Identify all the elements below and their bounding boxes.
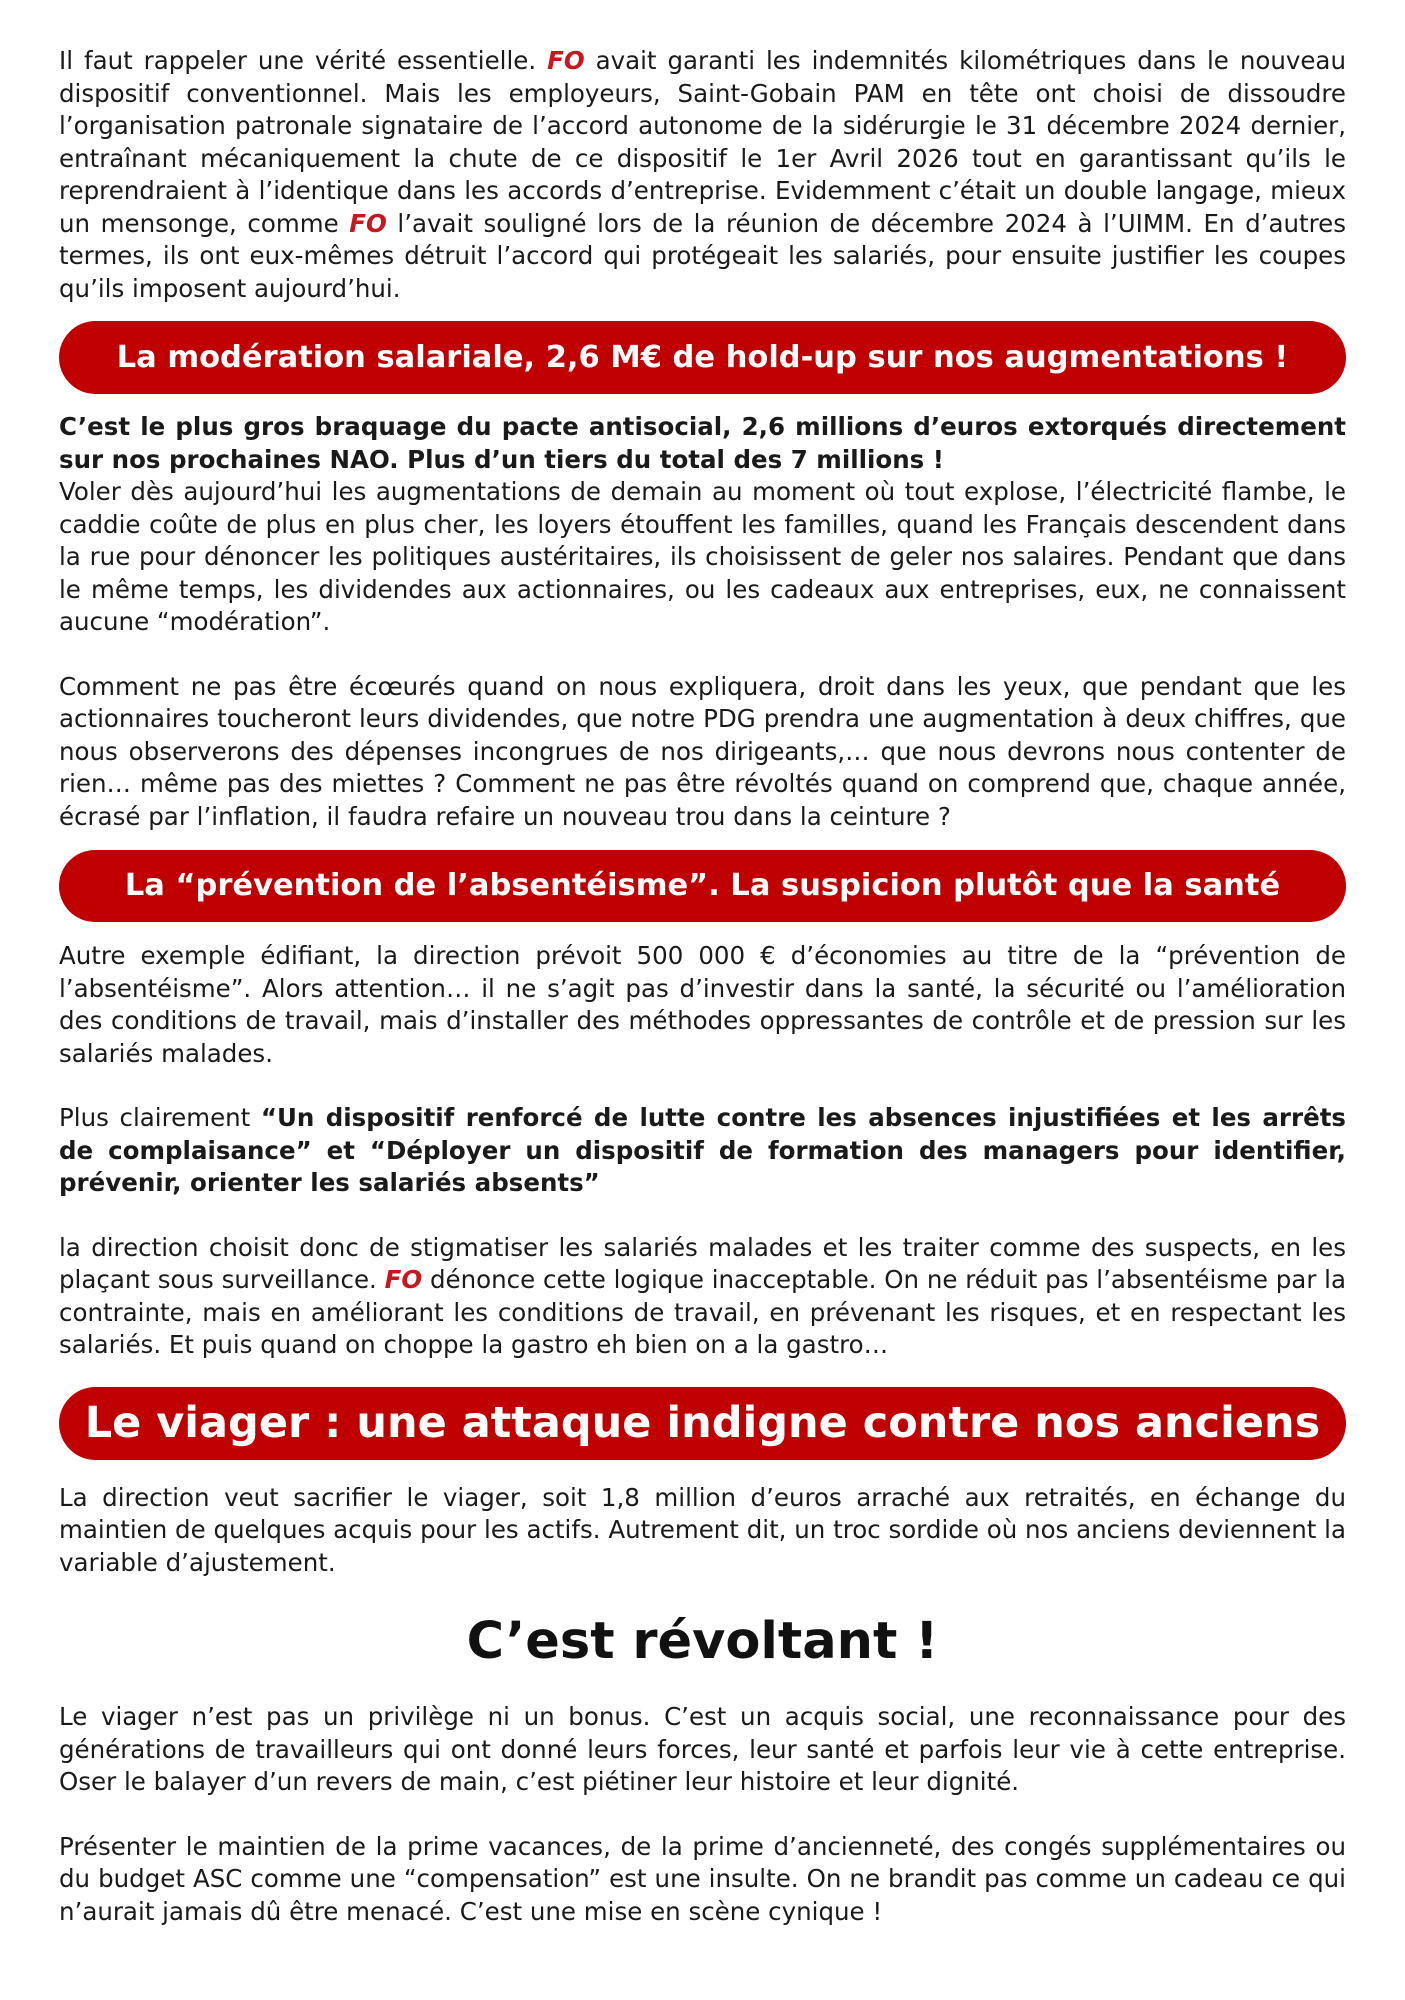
section1-paragraph-2: Comment ne pas être écœurés quand on nous expliquera, droit dans les yeux, que pendant que les actionnaires toucheront leurs dividendes, que notre PDG prendra une augmentation à deux chiffres, que nous observerons des dépenses incongrues de nos dirigeants,… que nous devrons nous contenter de rien… même pas des miettes ? Comment ne pas être révoltés quand on comprend que, chaque année, écrasé par l’inflation, il faudra refaire un nouveau trou dans la ceinture ? (59, 671, 1346, 831)
section2-text-1: la direction choisit donc de stigmatiser les salariés malades et les traiter comme des suspects, en les plaçant sous surveillance. (59, 1232, 1346, 1294)
intro-text-2: avait garanti les indemnités kilométriques dans le nouveau dispositif conventionnel. Mais les employeurs, Saint-Gobain PAM en tête ont choisi de dissoudre l’organisation patronale signataire de l’accord autonome de la sidérurgie le 31 décembre 2024 dernier, entraînant mécaniquement la chute de ce dispositif le 1er Avril 2026 tout en garantissant qu’ils le reprendraient à l’identique dans les accords d’entreprise. Evidemment c’était un double langage, mieux un mensonge, comme (59, 46, 1346, 238)
section2-paragraph-1: Autre exemple édifiant, la direction prévoit 500 000 € d’économies au titre de la “prévention de l’absentéisme”. Alors attention… il ne s’agit pas d’investir dans la santé, la sécurité ou l’amélioration des conditions de travail, mais d’installer des méthodes oppressantes de contrôle et de pression sur les salariés malades. (59, 941, 1346, 1068)
intro-text-1: Il faut rappeler une vérité essentielle. (59, 46, 548, 75)
fo-logo-text: FO (547, 46, 585, 75)
section1-bold-lead: C’est le plus gros braquage du pacte antisocial, 2,6 millions d’euros extorqués directement sur nos prochaines NAO. Plus d’un tiers du total des 7 millions ! (59, 412, 1346, 474)
section-banner-viager: Le viager : une attaque indigne contre nos anciens (59, 1387, 1346, 1460)
section2-paragraph-3 (59, 1232, 1346, 1362)
intro-paragraph (59, 45, 1346, 305)
section3-paragraph-1: La direction veut sacrifier le viager, soit 1,8 million d’euros arraché aux retraités, en échange du maintien de quelques acquis pour les actifs. Autrement dit, un troc sordide où nos anciens deviennent la variable d’ajustement. (59, 1482, 1346, 1577)
section2-bold-quote: “Un dispositif renforcé de lutte contre les absences injustifiées et les arrêts de complaisance” et “Déployer un dispositif de formation des managers pour identifier, prévenir, orienter les salariés absents” (59, 1103, 1346, 1197)
section3-paragraph-3: Présenter le maintien de la prime vacances, de la prime d’ancienneté, des congés supplémentaires ou du budget ASC comme une “compensation” est une insulte. On ne brandit pas comme un cadeau ce qui n’aurait jamais dû être menacé. C’est une mise en scène cynique ! (59, 1831, 1346, 1926)
headline-revoltant: C’est révoltant ! (466, 1612, 939, 1671)
fo-logo-text: FO (384, 1265, 423, 1294)
section2-text-2: dénonce cette logique inacceptable. On ne réduit pas l’absentéisme par la contrainte, mais en améliorant les conditions de travail, en prévenant les risques, et en respectant les salariés. Et puis quand on choppe la gastro eh bien on a la gastro… (59, 1265, 1347, 1359)
section-banner-moderation-salariale: La modération salariale, 2,6 M€ de hold-up sur nos augmentations ! (59, 321, 1346, 394)
section1-paragraph-1: Voler dès aujourd’hui les augmentations de demain au moment où tout explose, l’électricité flambe, le caddie coûte de plus en plus cher, les loyers étouffent les familles, quand les Français descendent dans la rue pour dénoncer les politiques austéritaires, ils choisissent de geler nos salaires. Pendant que dans le même temps, les dividendes aux actionnaires, ou les cadeaux aux entreprises, eux, ne connaissent aucune “modération”. (59, 477, 1346, 636)
fo-logo-text: FO (349, 208, 387, 238)
section2-paragraph-2 (59, 1102, 1346, 1200)
section3-paragraph-2: Le viager n’est pas un privilège ni un bonus. C’est un acquis social, une reconnaissance pour des générations de travailleurs qui ont donné leurs forces, leur santé et parfois leur vie à cette entreprise. Oser le balayer d’un revers de main, c’est piétiner leur histoire et leur dignité. (59, 1702, 1346, 1796)
intro-text-3: l’avait souligné lors de la réunion de décembre 2024 à l’UIMM. En d’autres termes, ils ont eux-mêmes détruit l’accord qui protégeait les salariés, pour ensuite justifier les coupes qu’ils imposent aujourd’hui. (59, 208, 1346, 303)
section2-lead-text: Plus clairement (59, 1103, 261, 1132)
section-banner-prevention-absenteisme: La “prévention de l’absentéisme”. La suspicion plutôt que la santé (59, 850, 1346, 922)
